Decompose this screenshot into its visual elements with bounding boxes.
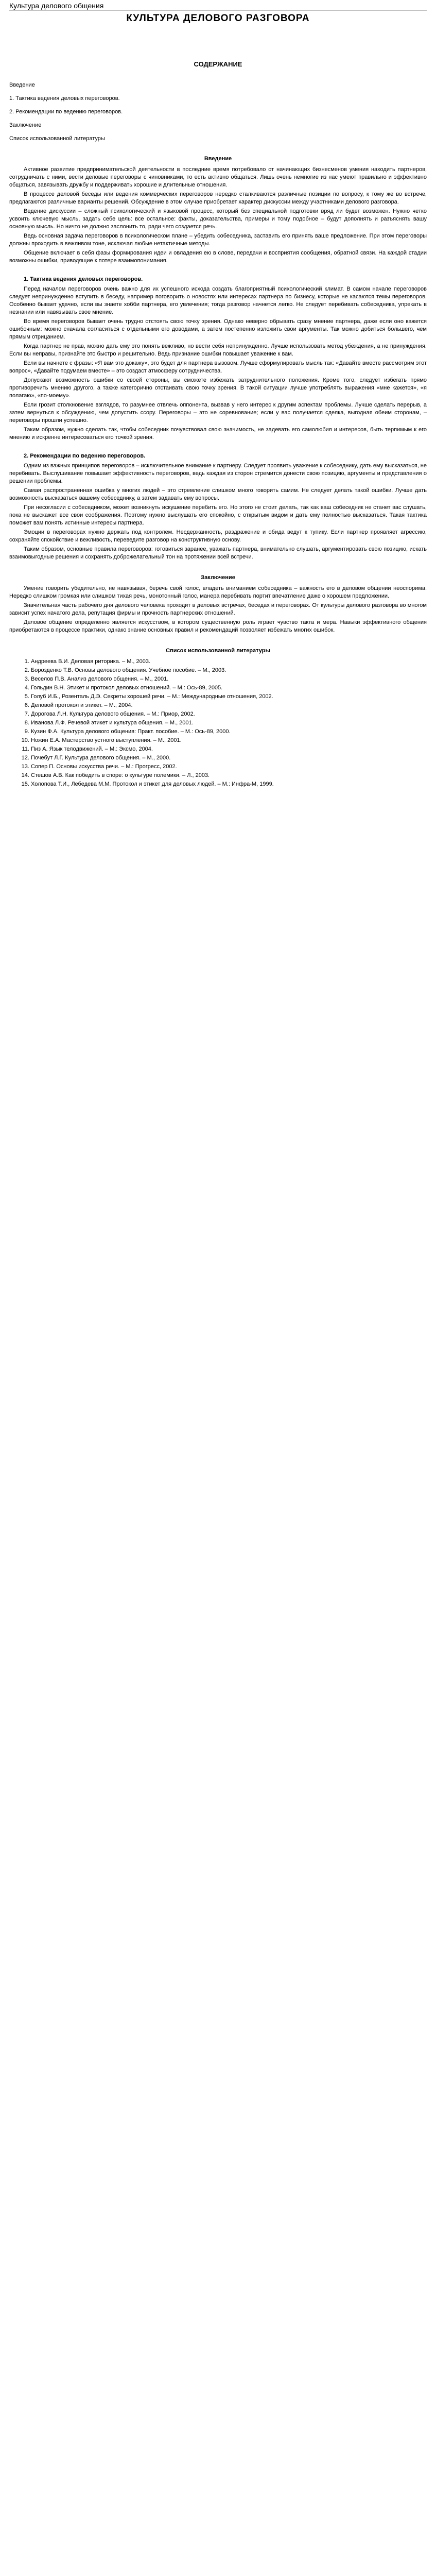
paragraph: При несогласии с собеседником, может возникнуть искушение перебить его. Но этого не стоит делать, так как ваш собеседник не станет вас слушать, пока не выскажет все свои соображения. Поэтому нужно выслушать его спокойно, с открытым видом и дать ему полностью высказаться. Такая тактика поможет вам понять истинные интересы партнера. bbox=[9, 504, 427, 526]
document-page bbox=[0, 0, 436, 788]
list-item: 6. Деловой протокол и этикет. – М., 2004. bbox=[31, 702, 427, 709]
section-intro bbox=[9, 156, 427, 265]
section-heading: Введение bbox=[204, 156, 232, 162]
paragraph: Общение включает в себя фазы формирования идеи и овладения ею в слове, передачи и восприятия сообщения, обратной связи. На каждой стадии возможны ошибки, приводящие к потере взаимопонимания. bbox=[9, 250, 427, 264]
list-item: 15. Холопова Т.И., Лебедева М.М. Протокол и этикет для деловых людей. – М.: Инфра-М, 1999. bbox=[31, 781, 427, 788]
paragraph: Умение говорить убедительно, не навязывая, беречь свой голос, владеть вниманием собеседника – важность его в деловом общении неоспорима. Нередко слишком громкая или слишком тихая речь, монотонный голос, манера перебивать портит впечатление даже о хорошем предложении. bbox=[9, 585, 427, 599]
section-recommendations bbox=[9, 453, 427, 561]
paragraph: Эмоции в переговорах нужно держать под контролем. Несдержанность, раздражение и обида ведут к тупику. Если партнер проявляет агрессию, сохраняйте спокойствие и вежливость, переведите разговор на конструктивную основу. bbox=[9, 529, 427, 543]
section-literature bbox=[9, 648, 427, 788]
paragraph: Во время переговоров бывает очень трудно отстоять свою точку зрения. Однако неверно обрывать сразу мнение партнера, даже если оно кажется ошибочным: можно сначала согласиться с отдельными его доводами, а затем постепенно изложить свои аргументы. Так можно добиться большего, чем прямым отрицанием. bbox=[9, 318, 427, 340]
toc-item: Введение bbox=[9, 82, 35, 88]
toc-item: Заключение bbox=[9, 122, 42, 128]
site-title: Культура делового общения bbox=[9, 1, 427, 11]
section-heading: Заключение bbox=[201, 574, 235, 581]
list-item: 4. Гольдин В.Н. Этикет и протокол деловых отношений. – М.: Ось-89, 2005. bbox=[31, 684, 427, 692]
section-heading: 2. Рекомендации по ведению переговоров. bbox=[24, 453, 146, 459]
paragraph: Ведение дискуссии – сложный психологический и языковой процесс, который без специальной подготовки вряд ли будет возможен. Нужно четко усвоить ключевую мысль, задать себе цель: все остальное: факты, доказательства, примеры и тому подобное – будут дополнять и разъяснять вашу основную мысль. Но ничто не должно заслонить то, ради чего создается речь. bbox=[9, 208, 427, 230]
paragraph: Самая распространенная ошибка у многих людей – это стремление слишком много говорить самим. Не следует делать такой ошибки. Лучше дать возможность высказаться вашему собеседнику, а затем задавать ему вопросы. bbox=[9, 487, 427, 501]
paragraph: Ведь основная задача переговоров в психологическом плане – убедить собеседника, заставить его принять ваше предложение. При этом переговоры должны проходить в вежливом тоне, исключая любые нетактичные методы. bbox=[9, 233, 427, 247]
toc-heading: СОДЕРЖАНИЕ bbox=[194, 60, 242, 68]
list-item: 8. Иванова Л.Ф. Речевой этикет и культура общения. – М., 2001. bbox=[31, 719, 427, 727]
section-heading: 1. Тактика ведения деловых переговоров. bbox=[24, 276, 143, 282]
list-item: 11. Пиз А. Язык телодвижений. – М.: Эксмо, 2004. bbox=[31, 745, 427, 753]
paragraph: Значительная часть рабочего дня делового человека проходит в деловых встречах, беседах и переговорах. От культуры делового разговора во многом зависит успех начатого дела, репутация фирмы и прочность партнерских отношений. bbox=[9, 602, 427, 616]
list-item: 13. Сопер П. Основы искусства речи. – М.: Прогресс, 2002. bbox=[31, 763, 427, 771]
paragraph: Перед началом переговоров очень важно для их успешного исхода создать благоприятный психологический климат. В самом начале переговоров следует непринужденно вступить в беседу, например поговорить о новостях или интересах партнера по бизнесу, которые не касаются темы переговоров. Особенно бывает удачно, если вы знаете хобби партнера, его увлечения; тогда разговор начнется легко. Не следует перебивать собеседника, упрекать в незнании или навязывать свое мнение. bbox=[9, 286, 427, 315]
list-item: 1. Андреева В.И. Деловая риторика. – М., 2003. bbox=[31, 658, 427, 666]
paragraph: Если вы начнете с фразы: «Я вам это докажу», это будет для партнера вызовом. Лучше сформулировать мысль так: «Давайте вместе рассмотрим этот вопрос», «Давайте подумаем вместе» – это создаст атмосферу сотрудничества. bbox=[9, 360, 427, 374]
section-tactics bbox=[9, 276, 427, 442]
table-of-contents bbox=[9, 60, 427, 142]
paragraph: Деловое общение определенно является искусством, в котором существенную роль играет чувство такта и мера. Навыки эффективного общения приобретаются в процессе практики, однако знание основных правил и рекомендаций позволяет избежать многих ошибок. bbox=[9, 619, 427, 633]
paragraph: Допускают возможность ошибки со своей стороны, вы сможете избежать затруднительного положения. Кроме того, следует избегать прямо противоречить мнению другого, а также категорично отстаивать свою точку зрения. В такой ситуации лучше употреблять выражения «мне кажется», «я полагаю», «по-моему». bbox=[9, 377, 427, 399]
literature-list bbox=[9, 658, 427, 788]
paragraph: Если грозит столкновение взглядов, то разумнее отвлечь оппонента, вызвав у него интерес к другим аспектам проблемы. Лучше сделать перерыв, а затем вернуться к обсуждению, чем допустить ссору. Переговоры – это не соревнование; если у вас получается сделка, выгодная обеим сторонам, – переговоры прошли успешно. bbox=[9, 402, 427, 423]
paragraph: В процессе деловой беседы или ведения коммерческих переговоров нередко сталкиваются различные позиции по вопросу, к тому же во встрече, предлагаются различные варианты решений. Обсуждение в этом случае приобретает характер дискуссии между участниками делового разговора. bbox=[9, 191, 427, 205]
document-title: КУЛЬТУРА ДЕЛОВОГО РАЗГОВОРА bbox=[126, 13, 310, 24]
list-item: 7. Дорогова Л.Н. Культура делового общения. – М.: Приор, 2002. bbox=[31, 710, 427, 718]
paragraph: Когда партнер не прав, можно дать ему это понять вежливо, но вести себя непринужденно. Лучше использовать метод убеждения, а не принуждения. Если вы неправы, признайте это быстро и решительно. Ведь признание ошибки повышает уважение к вам. bbox=[9, 343, 427, 357]
toc-item: 1. Тактика ведения деловых переговоров. bbox=[9, 95, 120, 101]
list-item: 14. Стешов А.В. Как победить в споре: о культуре полемики. – Л., 2003. bbox=[31, 772, 427, 779]
list-item: 12. Почебут Л.Г. Культура делового общения. – М., 2000. bbox=[31, 754, 427, 762]
paragraph: Одним из важных принципов переговоров – исключительное внимание к партнеру. Следует проявить уважение к собеседнику, дать ему высказаться, не перебивать. Выслушивание повышает эффективность переговоров, ведь каждая из сторон стремится донести свою позицию, аргументы и представления о решении проблемы. bbox=[9, 463, 427, 484]
paragraph: Таким образом, нужно сделать так, чтобы собеседник почувствовал свою значимость, не задевать его самолюбия и интересов, быть терпимым к его мнению и искренне интересоваться его точкой зрения. bbox=[9, 427, 427, 440]
list-item: 3. Веселов П.В. Анализ делового общения. – М., 2001. bbox=[31, 675, 427, 683]
paragraph: Таким образом, основные правила переговоров: готовиться заранее, уважать партнера, внимательно слушать, аргументировать свою позицию, искать взаимовыгодные решения и сохранять доброжелательный тон на протяжении всей встречи. bbox=[9, 546, 427, 560]
list-item: 9. Кузин Ф.А. Культура делового общения: Практ. пособие. – М.: Ось-89, 2000. bbox=[31, 728, 427, 736]
toc-item: Список использованной литературы bbox=[9, 135, 105, 142]
list-item: 5. Голуб И.Б., Розенталь Д.Э. Секреты хорошей речи. – М.: Международные отношения, 2002. bbox=[31, 693, 427, 701]
toc-item: 2. Рекомендации по ведению переговоров. bbox=[9, 109, 123, 115]
list-item: 10. Ножин Е.А. Мастерство устного выступления. – М., 2001. bbox=[31, 737, 427, 744]
section-conclusion bbox=[9, 574, 427, 634]
list-item: 2. Борозденко Т.В. Основы делового общения. Учебное пособие. – М., 2003. bbox=[31, 667, 427, 674]
section-heading: Список использованной литературы bbox=[166, 648, 270, 654]
paragraph: Активное развитие предпринимательской деятельности в последние время потребовало от начинающих бизнесменов умения находить партнеров, сотрудничать с ними, вести деловые переговоры с чиновниками, то есть активно общаться. Лишь очень немногие из нас умеют правильно и эффективно общаться, завязывать дружбу и поддерживать хорошие и длительные отношения. bbox=[9, 166, 427, 188]
